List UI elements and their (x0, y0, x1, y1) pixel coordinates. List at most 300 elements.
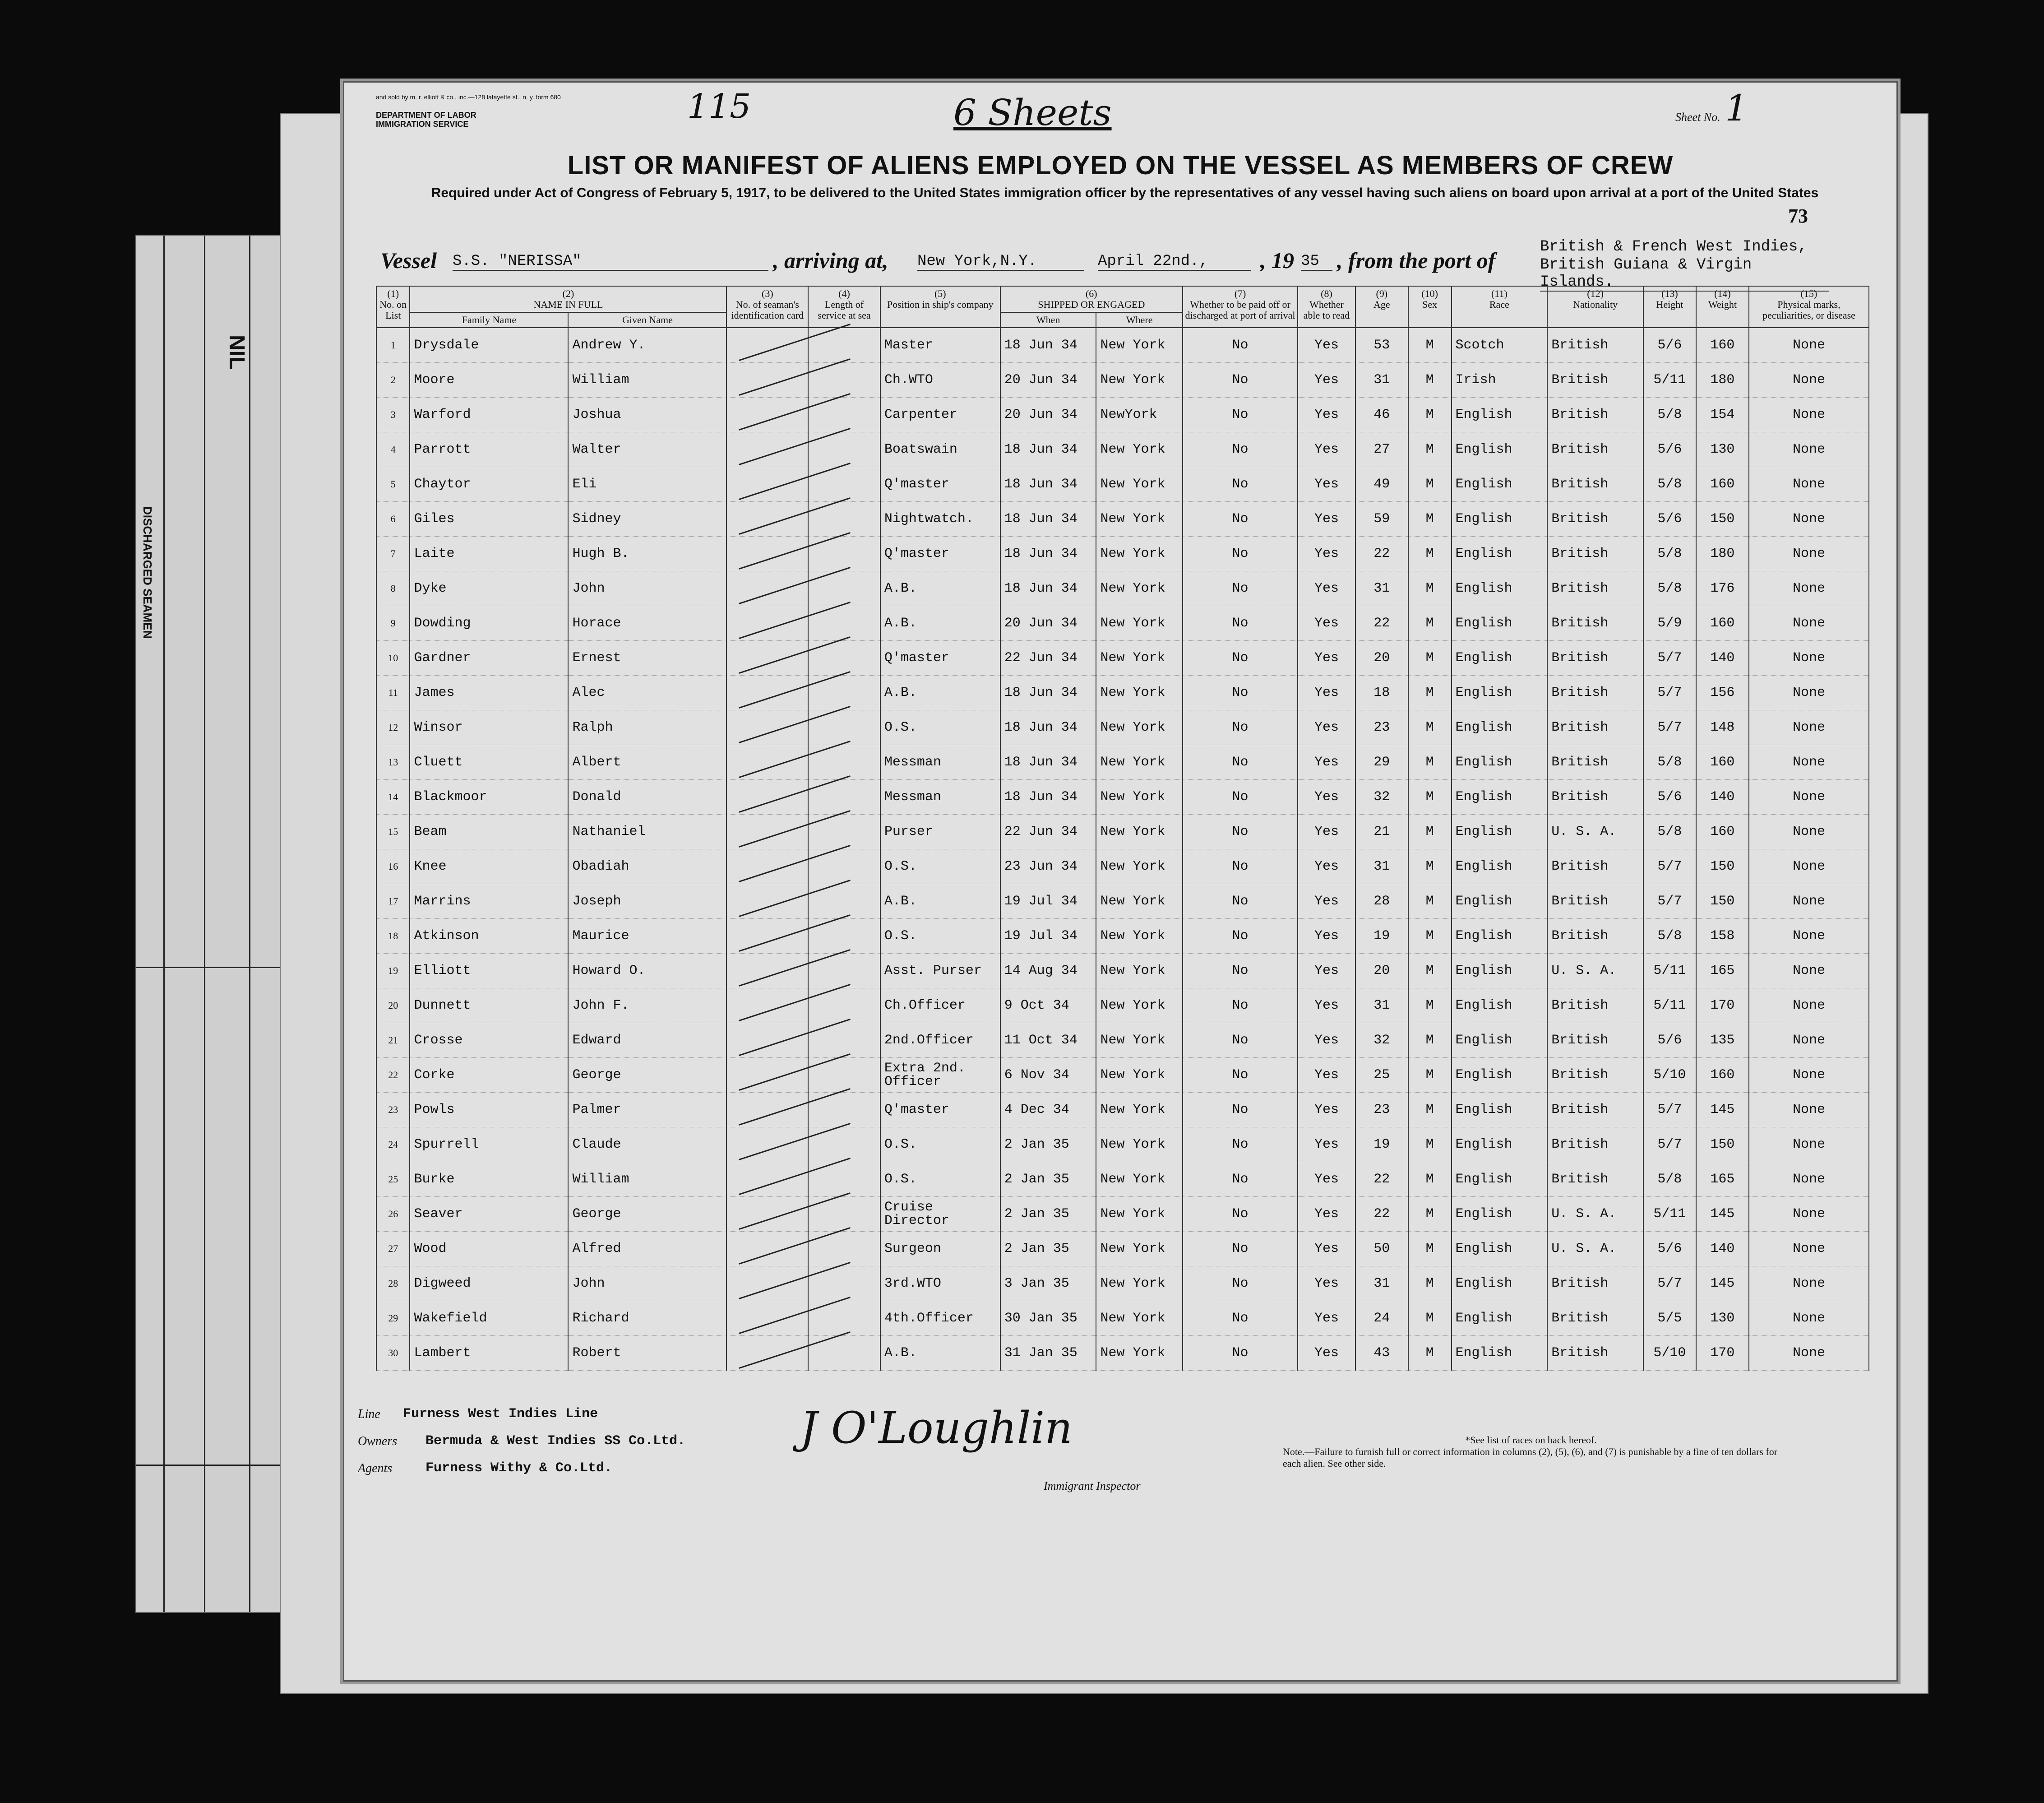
shipped-when-cell: 19 Jul 34 (1000, 884, 1096, 919)
sex-cell: M (1408, 745, 1452, 780)
paid-off-cell: No (1183, 1127, 1298, 1162)
position-cell: Q'master (880, 641, 1000, 676)
weight-cell: 150 (1696, 849, 1749, 884)
from-port-line1: British & French West Indies, (1540, 238, 1807, 255)
shipped-when-cell: 18 Jun 34 (1000, 537, 1096, 571)
shipped-when-cell: 31 Jan 35 (1000, 1336, 1096, 1371)
id-card-mark-cell (726, 1127, 808, 1162)
crew-no-cell: 18 (376, 919, 410, 954)
race-cell: English (1452, 780, 1548, 815)
family-name-cell: Digweed (410, 1266, 568, 1301)
nationality-cell: British (1547, 641, 1643, 676)
arriving-label: , arriving at, (773, 248, 888, 273)
given-name-cell: Andrew Y. (568, 328, 726, 363)
crew-no-cell: 15 (376, 815, 410, 849)
race-cell: English (1452, 884, 1548, 919)
age-cell: 31 (1355, 849, 1408, 884)
race-cell: English (1452, 849, 1548, 884)
agents-value: Furness Withy & Co.Ltd. (425, 1460, 613, 1476)
crew-no-cell: 10 (376, 641, 410, 676)
col-num: (6) (1085, 288, 1097, 299)
age-cell: 53 (1355, 328, 1408, 363)
table-row (376, 780, 1869, 815)
height-cell: 5/10 (1643, 1336, 1696, 1371)
vessel-row (380, 238, 1869, 292)
paid-off-cell: No (1183, 537, 1298, 571)
height-cell: 5/11 (1643, 988, 1696, 1023)
id-card-mark-cell (726, 988, 808, 1023)
sex-cell: M (1408, 571, 1452, 606)
crew-no-cell: 12 (376, 710, 410, 745)
position-cell: Asst. Purser (880, 954, 1000, 988)
weight-cell: 180 (1696, 363, 1749, 398)
from-port-line2: British Guiana & Virgin Islands. (1540, 256, 1829, 292)
col-num: (12) (1587, 288, 1604, 299)
crew-no-cell: 30 (376, 1336, 410, 1371)
race-cell: English (1452, 641, 1548, 676)
owners-value: Bermuda & West Indies SS Co.Ltd. (425, 1433, 686, 1449)
sheet-no-label: Sheet No. (1675, 111, 1720, 124)
sex-cell: M (1408, 954, 1452, 988)
shipped-when-cell: 11 Oct 34 (1000, 1023, 1096, 1058)
height-cell: 5/7 (1643, 1127, 1696, 1162)
id-card-mark-cell (726, 1023, 808, 1058)
crew-no-cell: 20 (376, 988, 410, 1023)
race-cell: English (1452, 398, 1548, 432)
col-label: Nationality (1573, 299, 1618, 310)
family-name-cell: Winsor (410, 710, 568, 745)
nationality-cell: British (1547, 1127, 1643, 1162)
age-cell: 31 (1355, 571, 1408, 606)
able-read-cell: Yes (1298, 1162, 1355, 1197)
crew-no-cell: 13 (376, 745, 410, 780)
col-label: No. on List (379, 299, 407, 321)
position-cell: Ch.Officer (880, 988, 1000, 1023)
shipped-when-cell: 18 Jun 34 (1000, 502, 1096, 537)
weight-cell: 165 (1696, 954, 1749, 988)
sex-cell: M (1408, 328, 1452, 363)
height-cell: 5/11 (1643, 1197, 1696, 1232)
note-block (1283, 1434, 1779, 1469)
sex-cell: M (1408, 398, 1452, 432)
col-sex-header (1408, 286, 1452, 328)
shipped-when-cell: 18 Jun 34 (1000, 710, 1096, 745)
position-cell: Boatswain (880, 432, 1000, 467)
physical-marks-cell: None (1749, 884, 1869, 919)
able-read-cell: Yes (1298, 1093, 1355, 1127)
given-name-cell: Robert (568, 1336, 726, 1371)
nationality-cell: British (1547, 328, 1643, 363)
height-cell: 5/6 (1643, 1232, 1696, 1266)
weight-cell: 170 (1696, 1336, 1749, 1371)
age-cell: 31 (1355, 1266, 1408, 1301)
shipped-when-cell: 14 Aug 34 (1000, 954, 1096, 988)
shipped-when-cell: 18 Jun 34 (1000, 328, 1096, 363)
sex-cell: M (1408, 884, 1452, 919)
family-name-cell: Warford (410, 398, 568, 432)
able-read-cell: Yes (1298, 884, 1355, 919)
id-card-mark-cell (726, 780, 808, 815)
col-physical-header (1749, 286, 1869, 328)
height-cell: 5/9 (1643, 606, 1696, 641)
shipped-when-cell: 9 Oct 34 (1000, 988, 1096, 1023)
shipped-where-cell: New York (1096, 954, 1182, 988)
age-cell: 18 (1355, 676, 1408, 710)
nationality-cell: British (1547, 780, 1643, 815)
position-cell: Cruise Director (880, 1197, 1000, 1232)
paid-off-cell: No (1183, 1023, 1298, 1058)
paid-off-cell: No (1183, 571, 1298, 606)
id-card-mark-cell (726, 1197, 808, 1232)
given-name-cell: Howard O. (568, 954, 726, 988)
race-cell: English (1452, 467, 1548, 502)
col-paid-header (1183, 286, 1298, 328)
position-cell: Master (880, 328, 1000, 363)
nationality-cell: British (1547, 467, 1643, 502)
arrival-date: April 22nd., (1098, 253, 1251, 271)
crew-no-cell: 21 (376, 1023, 410, 1058)
sex-cell: M (1408, 432, 1452, 467)
nationality-cell: British (1547, 849, 1643, 884)
age-cell: 22 (1355, 1197, 1408, 1232)
family-name-cell: Dowding (410, 606, 568, 641)
col-label: Race (1489, 299, 1509, 310)
shipped-when-cell: 18 Jun 34 (1000, 780, 1096, 815)
table-row (376, 919, 1869, 954)
id-card-mark-cell (726, 1058, 808, 1093)
able-read-cell: Yes (1298, 745, 1355, 780)
height-cell: 5/6 (1643, 780, 1696, 815)
position-cell: Q'master (880, 1093, 1000, 1127)
family-name-cell: Powls (410, 1093, 568, 1127)
paid-off-cell: No (1183, 363, 1298, 398)
weight-cell: 130 (1696, 1301, 1749, 1336)
table-row (376, 467, 1869, 502)
height-cell: 5/8 (1643, 815, 1696, 849)
physical-marks-cell: None (1749, 780, 1869, 815)
weight-cell: 160 (1696, 1058, 1749, 1093)
able-read-cell: Yes (1298, 571, 1355, 606)
family-name-cell: Parrott (410, 432, 568, 467)
line-value: Furness West Indies Line (403, 1406, 598, 1422)
weight-cell: 165 (1696, 1162, 1749, 1197)
sex-cell: M (1408, 1023, 1452, 1058)
shipped-where-cell: New York (1096, 1127, 1182, 1162)
age-cell: 50 (1355, 1232, 1408, 1266)
physical-marks-cell: None (1749, 432, 1869, 467)
crew-no-cell: 5 (376, 467, 410, 502)
weight-cell: 130 (1696, 432, 1749, 467)
height-cell: 5/6 (1643, 328, 1696, 363)
race-cell: English (1452, 1266, 1548, 1301)
position-cell: A.B. (880, 571, 1000, 606)
race-cell: English (1452, 954, 1548, 988)
table-row (376, 849, 1869, 884)
arrival-year: 35 (1301, 253, 1332, 271)
arriving-port: New York,N.Y. (917, 253, 1084, 271)
given-name-cell: Obadiah (568, 849, 726, 884)
shipped-where-cell: New York (1096, 1093, 1182, 1127)
crew-no-cell: 22 (376, 1058, 410, 1093)
col-read-header (1298, 286, 1355, 328)
table-row (376, 1162, 1869, 1197)
col-label: Whether to be paid off or discharged at port of arrival (1185, 299, 1295, 321)
col-label: SHIPPED OR ENGAGED (1038, 299, 1145, 310)
crew-no-cell: 25 (376, 1162, 410, 1197)
position-cell: Q'master (880, 467, 1000, 502)
inspector-signature: J O'Loughlin (800, 1403, 1073, 1453)
weight-cell: 160 (1696, 745, 1749, 780)
given-name-cell: Claude (568, 1127, 726, 1162)
race-cell: English (1452, 1023, 1548, 1058)
sex-cell: M (1408, 676, 1452, 710)
sex-cell: M (1408, 1266, 1452, 1301)
family-name-cell: Spurrell (410, 1127, 568, 1162)
paid-off-cell: No (1183, 745, 1298, 780)
where-header: Where (1096, 312, 1182, 328)
position-cell: Extra 2nd. Officer (880, 1058, 1000, 1093)
race-cell: English (1452, 919, 1548, 954)
crew-no-cell: 2 (376, 363, 410, 398)
shipped-where-cell: New York (1096, 815, 1182, 849)
able-read-cell: Yes (1298, 849, 1355, 884)
shipped-where-cell: New York (1096, 363, 1182, 398)
family-name-cell: Cluett (410, 745, 568, 780)
age-cell: 28 (1355, 884, 1408, 919)
race-cell: English (1452, 1058, 1548, 1093)
shipped-where-cell: New York (1096, 676, 1182, 710)
shipped-when-cell: 4 Dec 34 (1000, 1093, 1096, 1127)
printer-imprint: and sold by m. r. elliott & co., inc.—128 lafayette st., n. y. form 680 (376, 93, 561, 101)
nationality-cell: British (1547, 398, 1643, 432)
table-row (376, 710, 1869, 745)
id-card-mark-cell (726, 606, 808, 641)
shipped-where-cell: New York (1096, 1197, 1182, 1232)
able-read-cell: Yes (1298, 432, 1355, 467)
shipped-where-cell: New York (1096, 1162, 1182, 1197)
col-label: Age (1373, 299, 1390, 310)
shipped-when-cell: 2 Jan 35 (1000, 1197, 1096, 1232)
given-name-cell: William (568, 1162, 726, 1197)
nationality-cell: U. S. A. (1547, 954, 1643, 988)
table-row (376, 1127, 1869, 1162)
table-row (376, 537, 1869, 571)
id-card-mark-cell (726, 537, 808, 571)
given-name-cell: Joshua (568, 398, 726, 432)
weight-cell: 154 (1696, 398, 1749, 432)
weight-cell: 145 (1696, 1093, 1749, 1127)
height-cell: 5/7 (1643, 1266, 1696, 1301)
col-num: (4) (838, 288, 850, 299)
given-name-cell: Edward (568, 1023, 726, 1058)
family-name-cell: Laite (410, 537, 568, 571)
id-card-mark-cell (726, 1093, 808, 1127)
height-cell: 5/7 (1643, 676, 1696, 710)
given-name-cell: Sidney (568, 502, 726, 537)
nationality-cell: British (1547, 1336, 1643, 1371)
given-name-cell: John (568, 571, 726, 606)
physical-marks-cell: None (1749, 1023, 1869, 1058)
shipped-where-cell: New York (1096, 641, 1182, 676)
able-read-cell: Yes (1298, 1266, 1355, 1301)
given-name-cell: Albert (568, 745, 726, 780)
sex-cell: M (1408, 849, 1452, 884)
physical-marks-cell: None (1749, 710, 1869, 745)
id-card-mark-cell (726, 954, 808, 988)
position-cell: Messman (880, 745, 1000, 780)
height-cell: 5/8 (1643, 467, 1696, 502)
family-name-cell: Giles (410, 502, 568, 537)
physical-marks-cell: None (1749, 1266, 1869, 1301)
col-num: (15) (1800, 288, 1817, 299)
shipped-where-cell: New York (1096, 467, 1182, 502)
line-label: Line (358, 1407, 380, 1421)
table-row (376, 815, 1869, 849)
col-age-header (1355, 286, 1408, 328)
age-cell: 27 (1355, 432, 1408, 467)
sex-cell: M (1408, 988, 1452, 1023)
paid-off-cell: No (1183, 1197, 1298, 1232)
family-name-cell: Corke (410, 1058, 568, 1093)
table-row (376, 432, 1869, 467)
col-height-header (1643, 286, 1696, 328)
penalty-note: Note.—Failure to furnish full or correct information in columns (2), (5), (6), and (7) is punishable by a fine of ten dollars for each alien. See other side. (1283, 1446, 1778, 1469)
paid-off-cell: No (1183, 1266, 1298, 1301)
physical-marks-cell: None (1749, 641, 1869, 676)
race-cell: English (1452, 745, 1548, 780)
nationality-cell: British (1547, 1023, 1643, 1058)
nationality-cell: British (1547, 571, 1643, 606)
crew-no-cell: 6 (376, 502, 410, 537)
given-name-cell: John (568, 1266, 726, 1301)
col-num: (2) (562, 288, 574, 299)
given-name-cell: Ralph (568, 710, 726, 745)
physical-marks-cell: None (1749, 1336, 1869, 1371)
table-row (376, 1266, 1869, 1301)
physical-marks-cell: None (1749, 467, 1869, 502)
height-cell: 5/6 (1643, 502, 1696, 537)
position-cell: Surgeon (880, 1232, 1000, 1266)
shipped-when-cell: 3 Jan 35 (1000, 1266, 1096, 1301)
paid-off-cell: No (1183, 988, 1298, 1023)
sex-cell: M (1408, 815, 1452, 849)
weight-cell: 170 (1696, 988, 1749, 1023)
crew-no-cell: 3 (376, 398, 410, 432)
weight-cell: 140 (1696, 1232, 1749, 1266)
id-card-mark-cell (726, 1336, 808, 1371)
handwritten-number: 115 (687, 87, 751, 126)
age-cell: 24 (1355, 1301, 1408, 1336)
height-cell: 5/7 (1643, 1093, 1696, 1127)
height-cell: 5/8 (1643, 745, 1696, 780)
sex-cell: M (1408, 1301, 1452, 1336)
shipped-where-cell: New York (1096, 780, 1182, 815)
family-name-cell: Atkinson (410, 919, 568, 954)
physical-marks-cell: None (1749, 849, 1869, 884)
race-cell: English (1452, 676, 1548, 710)
id-card-mark-cell (726, 502, 808, 537)
shipped-where-cell: New York (1096, 710, 1182, 745)
shipped-where-cell: New York (1096, 571, 1182, 606)
height-cell: 5/7 (1643, 710, 1696, 745)
physical-marks-cell: None (1749, 363, 1869, 398)
race-cell: English (1452, 606, 1548, 641)
able-read-cell: Yes (1298, 954, 1355, 988)
col-label: NAME IN FULL (533, 299, 603, 310)
table-row (376, 1301, 1869, 1336)
able-read-cell: Yes (1298, 1023, 1355, 1058)
nationality-cell: British (1547, 1301, 1643, 1336)
col-num: (1) (387, 288, 399, 299)
height-cell: 5/8 (1643, 398, 1696, 432)
crew-no-cell: 14 (376, 780, 410, 815)
race-cell: English (1452, 1232, 1548, 1266)
height-cell: 5/8 (1643, 571, 1696, 606)
col-no-header (376, 286, 410, 328)
family-name-cell: Blackmoor (410, 780, 568, 815)
column-number-row (376, 286, 1869, 312)
col-weight-header (1696, 286, 1749, 328)
shipped-when-cell: 20 Jun 34 (1000, 606, 1096, 641)
physical-marks-cell: None (1749, 815, 1869, 849)
id-card-mark-cell (726, 398, 808, 432)
race-cell: English (1452, 1127, 1548, 1162)
position-cell: Messman (880, 780, 1000, 815)
given-name-cell: Horace (568, 606, 726, 641)
table-row (376, 1197, 1869, 1232)
able-read-cell: Yes (1298, 502, 1355, 537)
physical-marks-cell: None (1749, 1232, 1869, 1266)
able-read-cell: Yes (1298, 1058, 1355, 1093)
height-cell: 5/10 (1643, 1058, 1696, 1093)
given-name-cell: Alec (568, 676, 726, 710)
paid-off-cell: No (1183, 1058, 1298, 1093)
family-name-cell: Moore (410, 363, 568, 398)
physical-marks-cell: None (1749, 954, 1869, 988)
id-card-mark-cell (726, 745, 808, 780)
table-row (376, 363, 1869, 398)
height-cell: 5/8 (1643, 1162, 1696, 1197)
family-name-cell: Gardner (410, 641, 568, 676)
age-cell: 31 (1355, 363, 1408, 398)
height-cell: 5/6 (1643, 432, 1696, 467)
able-read-cell: Yes (1298, 780, 1355, 815)
physical-marks-cell: None (1749, 1058, 1869, 1093)
crew-no-cell: 1 (376, 328, 410, 363)
paid-off-cell: No (1183, 780, 1298, 815)
age-cell: 29 (1355, 745, 1408, 780)
race-cell: English (1452, 710, 1548, 745)
position-cell: A.B. (880, 884, 1000, 919)
height-cell: 5/7 (1643, 849, 1696, 884)
shipped-when-cell: 2 Jan 35 (1000, 1162, 1096, 1197)
height-cell: 5/11 (1643, 363, 1696, 398)
physical-marks-cell: None (1749, 502, 1869, 537)
height-cell: 5/7 (1643, 884, 1696, 919)
col-label: No. of seaman's identification card (731, 299, 804, 321)
crew-no-cell: 28 (376, 1266, 410, 1301)
sex-cell: M (1408, 780, 1452, 815)
given-name-cell: Joseph (568, 884, 726, 919)
manifest-sheet (343, 81, 1898, 1682)
race-cell: English (1452, 1197, 1548, 1232)
nationality-cell: British (1547, 502, 1643, 537)
family-name-cell: Drysdale (410, 328, 568, 363)
nationality-cell: U. S. A. (1547, 815, 1643, 849)
shipped-where-cell: NewYork (1096, 398, 1182, 432)
weight-cell: 150 (1696, 1127, 1749, 1162)
position-cell: A.B. (880, 676, 1000, 710)
